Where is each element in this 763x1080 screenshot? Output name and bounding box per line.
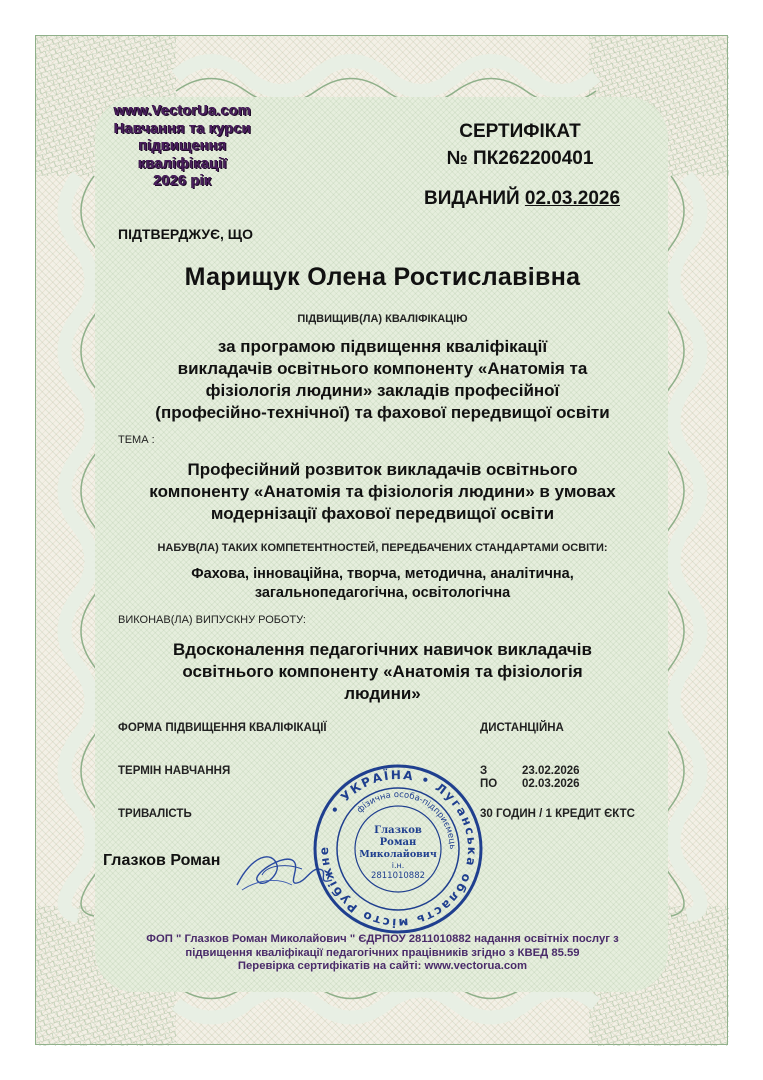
stamp-name-2: Роман xyxy=(379,837,417,848)
final-work-line: Вдосконалення педагогічних навичок викладачів xyxy=(173,640,592,659)
topic-line: Професійний розвиток викладачів освітнього xyxy=(187,460,578,479)
brand-line-3: кваліфікації xyxy=(138,155,227,172)
signer-name: Глазков Роман xyxy=(103,852,221,869)
term-values xyxy=(480,765,580,791)
footer-line-1: ФОП " Глазков Роман Миколайович " ЄДРПОУ 2811010882 надання освітніх послуг з xyxy=(146,933,619,945)
final-work-line: людини» xyxy=(344,684,421,703)
brand-line-1: Навчання та курси xyxy=(114,120,251,137)
topic-block xyxy=(95,459,670,525)
issued-date: 02.03.2026 xyxy=(524,188,621,209)
recipient-name: Марищук Олена Ростиславівна xyxy=(184,263,581,291)
stamp-name-1: Глазков xyxy=(374,825,422,836)
footer-website-link[interactable]: www.vectorua.com xyxy=(424,960,528,972)
program-block xyxy=(95,336,670,424)
form-label: ФОРМА ПІДВИЩЕННЯ КВАЛІФІКАЦІЇ xyxy=(118,722,327,734)
stamp-outer-text: • УКРАЇНА • Луганська область місто Рубіжне xyxy=(316,767,480,931)
final-work-label: ВИКОНАВ(ЛА) ВИПУСКНУ РОБОТУ: xyxy=(118,614,306,626)
final-work-block xyxy=(95,639,670,705)
topic-line: компоненту «Анатомія та фізіологія людини» в умовах xyxy=(149,482,616,501)
competencies-line: Фахова, інноваційна, творча, методична, аналітична, xyxy=(191,566,574,582)
topic-line: модернізації фахової передвищої освіти xyxy=(210,504,555,523)
program-line: за програмою підвищення кваліфікації xyxy=(217,337,548,356)
program-line: фізіологія людини» закладів професійної xyxy=(205,381,560,400)
qualification-label: ПІДВИЩИВ(ЛА) КВАЛІФІКАЦІЮ xyxy=(297,313,468,325)
footer-line-3 xyxy=(80,960,685,974)
from-date: 23.02.2026 xyxy=(522,765,580,777)
form-value: ДИСТАНЦІЙНА xyxy=(480,722,564,734)
stamp-name-3: Миколайович xyxy=(359,849,437,860)
competencies-label: НАБУВ(ЛА) ТАКИХ КОМПЕТЕНТНОСТЕЙ, ПЕРЕДБАЧЕНИХ СТАНДАРТАМИ ОСВІТИ: xyxy=(157,542,608,554)
stamp-id-label: і.н. xyxy=(391,861,405,870)
certificate-number: № ПК262200401 xyxy=(446,148,594,169)
brand-site: www.VectorUa.com xyxy=(113,103,252,119)
stamp-inner-text: фізична особа-підприємець xyxy=(355,789,458,850)
issued-line xyxy=(392,188,652,210)
topic-label: ТЕМА : xyxy=(118,434,155,446)
program-line: (професійно-технічної) та фахової передвищої освіти xyxy=(155,403,610,422)
competencies-line: загальнопедагогічна, освітологічна xyxy=(254,585,511,601)
duration-value: 30 ГОДИН / 1 КРЕДИТ ЄКТС xyxy=(480,808,635,820)
final-work-line: освітнього компоненту «Анатомія та фізіологія xyxy=(182,662,583,681)
issued-label: ВИДАНИЙ xyxy=(423,188,520,209)
footer-verify-label: Перевірка сертифікатів на сайті: xyxy=(237,960,425,972)
to-label: ПО xyxy=(480,778,498,790)
competencies-block xyxy=(95,565,670,603)
footer-line-2: підвищення кваліфікації педагогічних працівників згідно з КВЕД 85.59 xyxy=(185,946,580,959)
certificate-title: СЕРТИФІКАТ xyxy=(459,121,581,142)
confirms-label: ПІДТВЕРДЖУЄ, ЩО xyxy=(118,226,253,242)
duration-label: ТРИВАЛІСТЬ xyxy=(118,808,192,820)
stamp-id: 2811010882 xyxy=(370,871,426,881)
brand-year: 2026 рік xyxy=(153,173,212,189)
brand-line-2: підвищення xyxy=(138,138,227,154)
from-label: З xyxy=(480,765,488,777)
term-label: ТЕРМІН НАВЧАННЯ xyxy=(118,765,231,777)
to-date: 02.03.2026 xyxy=(522,778,580,790)
footer-block xyxy=(80,933,685,974)
certificate-heading xyxy=(390,118,650,172)
program-line: викладачів освітнього компоненту «Анатомія та xyxy=(177,359,588,378)
official-stamp-icon xyxy=(312,763,484,935)
brand-block xyxy=(100,103,265,191)
